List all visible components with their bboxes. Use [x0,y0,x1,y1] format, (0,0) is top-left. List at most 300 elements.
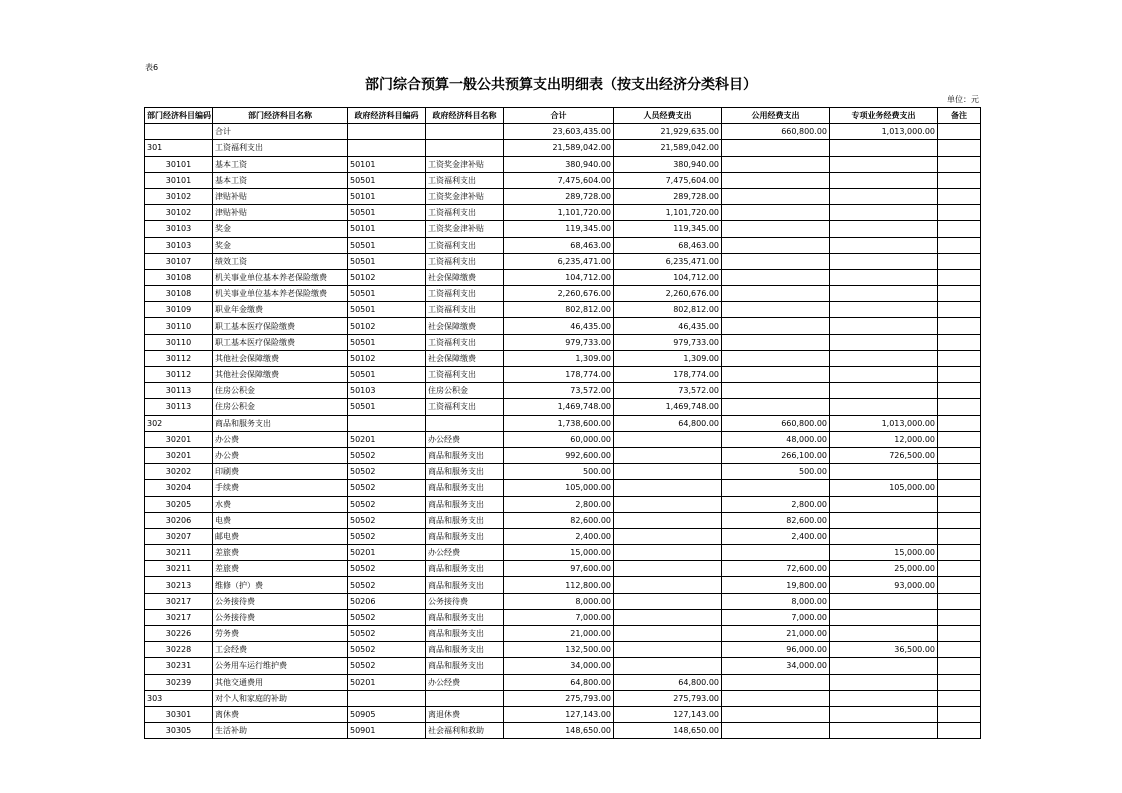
cell-remark [938,350,981,366]
cell-total: 104,712.00 [504,269,614,285]
cell-dept-code: 30213 [145,577,213,593]
cell-total: 2,260,676.00 [504,286,614,302]
cell-special [830,140,938,156]
cell-dept-name: 其他社会保障缴费 [213,350,348,366]
cell-remark [938,480,981,496]
cell-gov-code: 50102 [348,269,426,285]
table-row [145,318,981,334]
cell-remark [938,496,981,512]
cell-dept-name: 奖金 [213,221,348,237]
cell-public [722,302,830,318]
cell-public [722,367,830,383]
table-row [145,706,981,722]
cell-total: 15,000.00 [504,545,614,561]
cell-total: 46,435.00 [504,318,614,334]
cell-remark [938,156,981,172]
table-row [145,124,981,140]
cell-gov-code: 50502 [348,512,426,528]
cell-gov-code: 50502 [348,528,426,544]
table-row [145,528,981,544]
cell-remark [938,188,981,204]
cell-gov-name: 商品和服务支出 [426,447,504,463]
cell-personnel: 802,812.00 [614,302,722,318]
cell-gov-name: 公务接待费 [426,593,504,609]
cell-dept-name: 其他交通费用 [213,674,348,690]
cell-total: 21,000.00 [504,626,614,642]
cell-remark [938,172,981,188]
cell-personnel [614,496,722,512]
cell-total: 2,800.00 [504,496,614,512]
cell-gov-name: 工资福利支出 [426,286,504,302]
cell-special [830,302,938,318]
cell-dept-code: 30226 [145,626,213,642]
unit-label: 单位：元 [947,95,979,104]
cell-special [830,334,938,350]
cell-remark [938,593,981,609]
cell-personnel: 64,800.00 [614,415,722,431]
cell-gov-name: 工资福利支出 [426,334,504,350]
cell-gov-name: 工资奖金津补贴 [426,188,504,204]
cell-gov-name: 商品和服务支出 [426,609,504,625]
cell-dept-name: 办公费 [213,447,348,463]
cell-total: 7,475,604.00 [504,172,614,188]
cell-personnel [614,561,722,577]
cell-total: 68,463.00 [504,237,614,253]
cell-public: 660,800.00 [722,415,830,431]
table-row [145,253,981,269]
cell-total: 21,589,042.00 [504,140,614,156]
cell-remark [938,658,981,674]
cell-special [830,399,938,415]
cell-dept-name: 劳务费 [213,626,348,642]
cell-total: 82,600.00 [504,512,614,528]
cell-public: 19,800.00 [722,577,830,593]
table-row [145,399,981,415]
cell-remark [938,269,981,285]
cell-dept-name: 手续费 [213,480,348,496]
table-row [145,626,981,642]
cell-gov-name [426,124,504,140]
cell-public [722,221,830,237]
cell-public: 7,000.00 [722,609,830,625]
cell-gov-name: 商品和服务支出 [426,561,504,577]
cell-gov-code: 50501 [348,367,426,383]
cell-total: 148,650.00 [504,723,614,739]
cell-dept-code [145,124,213,140]
cell-gov-name: 住房公积金 [426,383,504,399]
cell-total: 2,400.00 [504,528,614,544]
cell-gov-code [348,690,426,706]
cell-total: 1,738,600.00 [504,415,614,431]
cell-public [722,172,830,188]
cell-remark [938,124,981,140]
cell-public: 2,400.00 [722,528,830,544]
cell-personnel: 119,345.00 [614,221,722,237]
cell-dept-name: 绩效工资 [213,253,348,269]
page-title: 部门综合预算一般公共预算支出明细表（按支出经济分类科目） [365,77,757,93]
cell-dept-code: 30101 [145,172,213,188]
cell-personnel [614,528,722,544]
cell-special [830,172,938,188]
cell-special [830,221,938,237]
cell-total: 60,000.00 [504,431,614,447]
cell-dept-name: 机关事业单位基本养老保险缴费 [213,269,348,285]
cell-public: 96,000.00 [722,642,830,658]
cell-total: 992,600.00 [504,447,614,463]
cell-special [830,318,938,334]
cell-gov-name: 商品和服务支出 [426,642,504,658]
cell-public [722,350,830,366]
cell-total: 23,603,435.00 [504,124,614,140]
header-personnel: 人员经费支出 [614,108,722,124]
cell-special [830,496,938,512]
cell-dept-name: 职工基本医疗保险缴费 [213,318,348,334]
cell-special [830,706,938,722]
cell-personnel: 380,940.00 [614,156,722,172]
cell-gov-name: 工资奖金津补贴 [426,156,504,172]
cell-total: 105,000.00 [504,480,614,496]
cell-gov-code: 50502 [348,496,426,512]
cell-dept-name: 差旅费 [213,545,348,561]
cell-dept-name: 维修（护）费 [213,577,348,593]
cell-remark [938,286,981,302]
cell-personnel [614,658,722,674]
table-row [145,496,981,512]
cell-personnel [614,642,722,658]
cell-total: 1,469,748.00 [504,399,614,415]
cell-personnel [614,512,722,528]
cell-total: 64,800.00 [504,674,614,690]
cell-dept-name: 公务用车运行维护费 [213,658,348,674]
cell-dept-code: 30112 [145,350,213,366]
cell-dept-code: 30103 [145,221,213,237]
cell-public: 21,000.00 [722,626,830,642]
table-row [145,464,981,480]
cell-special [830,609,938,625]
cell-special: 25,000.00 [830,561,938,577]
cell-public [722,188,830,204]
header-row [145,108,981,124]
cell-special [830,464,938,480]
cell-special [830,367,938,383]
cell-dept-code: 30301 [145,706,213,722]
cell-gov-name: 办公经费 [426,431,504,447]
cell-personnel: 68,463.00 [614,237,722,253]
cell-dept-name: 公务接待费 [213,593,348,609]
cell-dept-name: 离休费 [213,706,348,722]
table-row [145,205,981,221]
cell-remark [938,561,981,577]
cell-gov-name: 办公经费 [426,674,504,690]
cell-total: 7,000.00 [504,609,614,625]
cell-gov-name: 工资福利支出 [426,399,504,415]
table-row [145,383,981,399]
cell-special: 1,013,000.00 [830,415,938,431]
cell-gov-name: 办公经费 [426,545,504,561]
cell-total: 112,800.00 [504,577,614,593]
cell-personnel: 289,728.00 [614,188,722,204]
cell-dept-code: 30113 [145,399,213,415]
cell-gov-name: 商品和服务支出 [426,626,504,642]
cell-special: 726,500.00 [830,447,938,463]
table-row [145,302,981,318]
cell-dept-name: 奖金 [213,237,348,253]
cell-gov-code: 50501 [348,399,426,415]
table-row [145,221,981,237]
cell-gov-code: 50502 [348,464,426,480]
cell-gov-code: 50502 [348,642,426,658]
cell-gov-code: 50901 [348,723,426,739]
cell-public: 500.00 [722,464,830,480]
cell-gov-code [348,140,426,156]
table-row [145,658,981,674]
cell-special [830,528,938,544]
cell-dept-code: 30101 [145,156,213,172]
cell-total: 802,812.00 [504,302,614,318]
cell-dept-code: 30211 [145,545,213,561]
cell-special [830,156,938,172]
header-dept-name: 部门经济科目名称 [213,108,348,124]
cell-dept-code: 30205 [145,496,213,512]
cell-total: 132,500.00 [504,642,614,658]
cell-personnel: 127,143.00 [614,706,722,722]
cell-personnel [614,609,722,625]
table-row [145,350,981,366]
cell-public [722,706,830,722]
table-row [145,188,981,204]
cell-special [830,690,938,706]
table-row [145,609,981,625]
cell-gov-code: 50201 [348,674,426,690]
cell-gov-code: 50206 [348,593,426,609]
table-row [145,286,981,302]
table-row [145,642,981,658]
cell-personnel: 178,774.00 [614,367,722,383]
cell-gov-name: 离退休费 [426,706,504,722]
cell-gov-code: 50502 [348,658,426,674]
cell-public: 48,000.00 [722,431,830,447]
cell-dept-code: 30231 [145,658,213,674]
cell-personnel [614,464,722,480]
cell-special [830,350,938,366]
table-row [145,690,981,706]
cell-remark [938,140,981,156]
cell-special [830,253,938,269]
cell-dept-code: 30217 [145,593,213,609]
cell-remark [938,237,981,253]
cell-gov-code: 50103 [348,383,426,399]
cell-special: 15,000.00 [830,545,938,561]
cell-gov-code: 50905 [348,706,426,722]
cell-dept-name: 基本工资 [213,156,348,172]
cell-gov-name: 工资福利支出 [426,205,504,221]
cell-personnel: 275,793.00 [614,690,722,706]
cell-special: 12,000.00 [830,431,938,447]
cell-dept-name: 住房公积金 [213,399,348,415]
cell-remark [938,221,981,237]
table-row [145,593,981,609]
cell-dept-code: 30211 [145,561,213,577]
cell-remark [938,383,981,399]
cell-public [722,156,830,172]
cell-gov-code: 50501 [348,334,426,350]
cell-public [722,690,830,706]
cell-gov-name: 商品和服务支出 [426,658,504,674]
cell-total: 178,774.00 [504,367,614,383]
cell-personnel: 46,435.00 [614,318,722,334]
cell-dept-name: 职工基本医疗保险缴费 [213,334,348,350]
cell-public: 660,800.00 [722,124,830,140]
cell-gov-name: 工资福利支出 [426,237,504,253]
cell-dept-code: 302 [145,415,213,431]
cell-personnel: 148,650.00 [614,723,722,739]
cell-personnel: 979,733.00 [614,334,722,350]
cell-gov-name: 社会保障缴费 [426,350,504,366]
cell-personnel: 2,260,676.00 [614,286,722,302]
cell-total: 1,101,720.00 [504,205,614,221]
cell-total: 6,235,471.00 [504,253,614,269]
cell-gov-code: 50502 [348,480,426,496]
cell-dept-name: 津贴补贴 [213,205,348,221]
cell-special [830,269,938,285]
cell-gov-code: 50501 [348,205,426,221]
cell-personnel: 6,235,471.00 [614,253,722,269]
cell-dept-code: 30239 [145,674,213,690]
cell-dept-code: 30102 [145,188,213,204]
cell-total: 275,793.00 [504,690,614,706]
cell-special [830,626,938,642]
cell-dept-name: 办公费 [213,431,348,447]
table-row [145,431,981,447]
cell-public [722,723,830,739]
cell-dept-name: 工会经费 [213,642,348,658]
cell-total: 1,309.00 [504,350,614,366]
cell-gov-name: 工资福利支出 [426,253,504,269]
cell-personnel [614,447,722,463]
cell-dept-code: 30228 [145,642,213,658]
table-row [145,512,981,528]
cell-gov-code: 50502 [348,561,426,577]
cell-public [722,545,830,561]
cell-public [722,399,830,415]
cell-dept-code: 30202 [145,464,213,480]
cell-gov-code: 50501 [348,302,426,318]
cell-remark [938,334,981,350]
cell-dept-code: 30204 [145,480,213,496]
cell-dept-code: 30107 [145,253,213,269]
cell-personnel [614,593,722,609]
cell-gov-code: 50101 [348,188,426,204]
cell-gov-code: 50501 [348,286,426,302]
cell-personnel: 104,712.00 [614,269,722,285]
cell-gov-name: 社会保障缴费 [426,269,504,285]
cell-gov-name: 社会保障缴费 [426,318,504,334]
cell-dept-code: 30207 [145,528,213,544]
header-remark: 备注 [938,108,981,124]
table-row [145,545,981,561]
cell-personnel: 1,309.00 [614,350,722,366]
cell-total: 8,000.00 [504,593,614,609]
cell-public: 72,600.00 [722,561,830,577]
cell-dept-code: 30112 [145,367,213,383]
cell-dept-code: 30201 [145,447,213,463]
cell-gov-code: 50502 [348,609,426,625]
table-row [145,334,981,350]
cell-dept-name: 水费 [213,496,348,512]
cell-gov-name [426,415,504,431]
cell-total: 380,940.00 [504,156,614,172]
cell-gov-name: 商品和服务支出 [426,480,504,496]
cell-dept-code: 30217 [145,609,213,625]
cell-special [830,286,938,302]
cell-dept-name: 工资福利支出 [213,140,348,156]
cell-remark [938,706,981,722]
cell-remark [938,205,981,221]
cell-dept-name: 合计 [213,124,348,140]
cell-dept-name: 公务接待费 [213,609,348,625]
table-row [145,447,981,463]
cell-personnel [614,545,722,561]
cell-gov-code: 50502 [348,447,426,463]
table-number: 表6 [145,63,159,72]
cell-personnel: 21,929,635.00 [614,124,722,140]
cell-dept-name: 职业年金缴费 [213,302,348,318]
cell-remark [938,528,981,544]
cell-special [830,383,938,399]
cell-remark [938,674,981,690]
cell-special [830,674,938,690]
header-total: 合计 [504,108,614,124]
table-row [145,561,981,577]
cell-gov-name: 工资福利支出 [426,302,504,318]
cell-public [722,674,830,690]
cell-dept-code: 30206 [145,512,213,528]
cell-total: 289,728.00 [504,188,614,204]
cell-remark [938,302,981,318]
cell-remark [938,609,981,625]
cell-personnel [614,480,722,496]
cell-personnel: 73,572.00 [614,383,722,399]
cell-gov-code: 50501 [348,253,426,269]
cell-remark [938,464,981,480]
cell-total: 119,345.00 [504,221,614,237]
cell-dept-code: 30102 [145,205,213,221]
cell-remark [938,253,981,269]
cell-dept-code: 30305 [145,723,213,739]
cell-dept-name: 住房公积金 [213,383,348,399]
cell-dept-code: 303 [145,690,213,706]
cell-special: 36,500.00 [830,642,938,658]
cell-dept-code: 30108 [145,286,213,302]
cell-special [830,593,938,609]
cell-dept-name: 差旅费 [213,561,348,577]
cell-public: 266,100.00 [722,447,830,463]
table-row [145,237,981,253]
cell-personnel [614,577,722,593]
cell-special: 93,000.00 [830,577,938,593]
cell-gov-name: 社会福利和救助 [426,723,504,739]
cell-remark [938,367,981,383]
cell-gov-code: 50102 [348,318,426,334]
cell-gov-name: 商品和服务支出 [426,528,504,544]
cell-remark [938,447,981,463]
cell-public: 34,000.00 [722,658,830,674]
cell-gov-code [348,124,426,140]
cell-gov-code: 50102 [348,350,426,366]
cell-gov-name [426,140,504,156]
cell-remark [938,723,981,739]
cell-remark [938,642,981,658]
